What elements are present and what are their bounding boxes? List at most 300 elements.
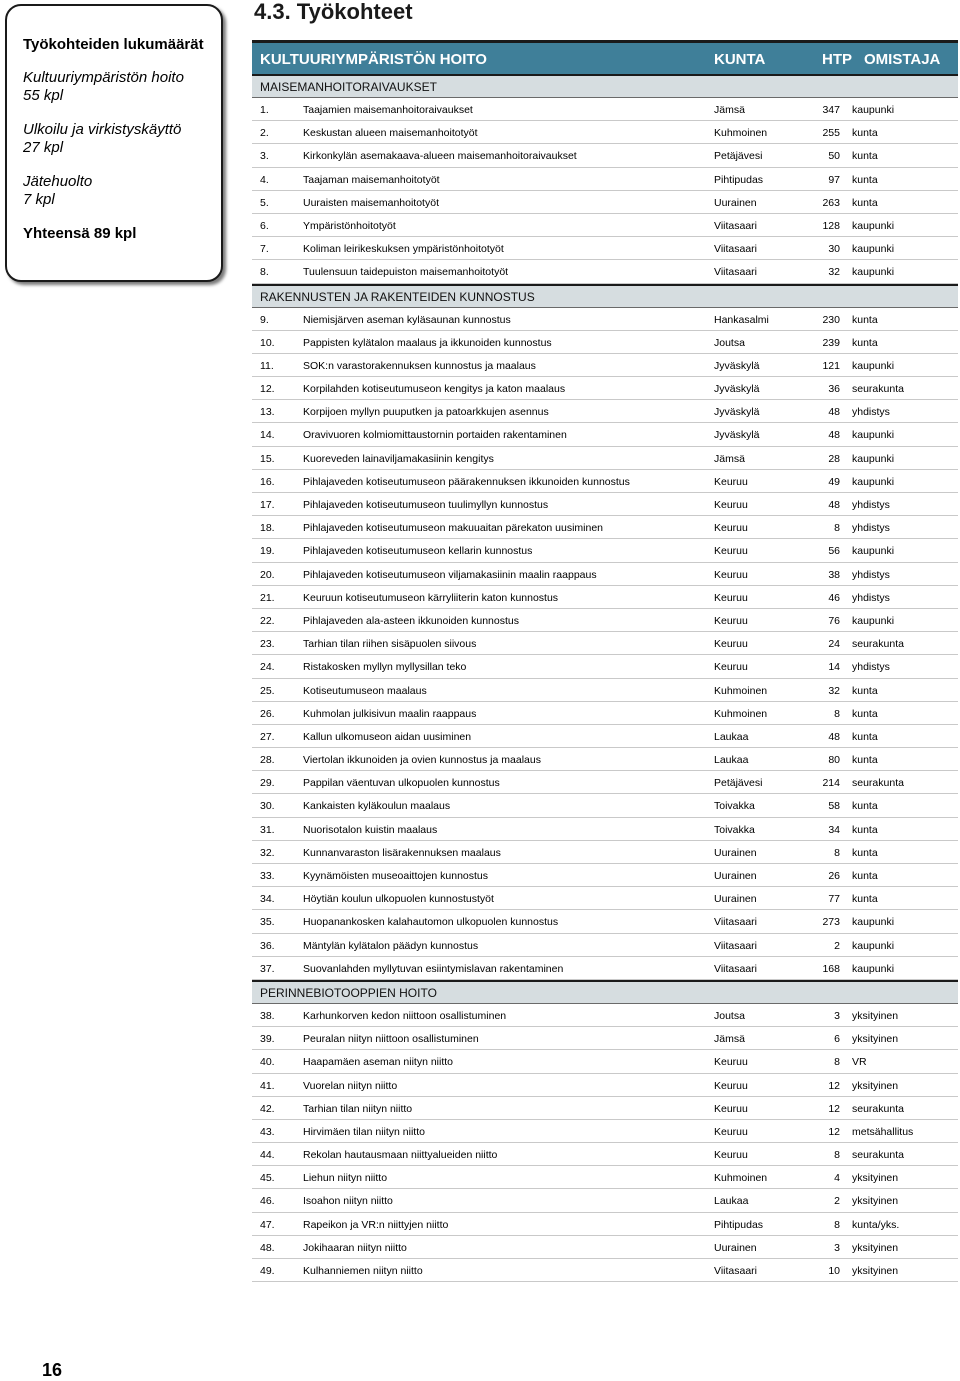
- owner: seurakunta: [852, 383, 904, 396]
- row-number: 4.: [260, 173, 269, 186]
- municipality: Jämsä: [714, 104, 745, 116]
- htp-value: 273: [822, 916, 840, 929]
- table-row: [252, 818, 958, 841]
- row-number: 41.: [260, 1079, 275, 1092]
- municipality: Kuhmoinen: [714, 127, 768, 140]
- owner: yhdistys: [852, 568, 890, 581]
- summary-category-count: 7 kpl: [23, 191, 55, 208]
- htp-value: 56: [828, 545, 840, 558]
- site-name: Taajamien maisemanhoitoraivaukset: [303, 104, 473, 116]
- site-name: Ympäristönhoitotyöt: [303, 219, 396, 232]
- summary-category: [23, 173, 221, 209]
- owner: kaupunki: [852, 475, 895, 488]
- owner: metsähallitus: [852, 1125, 914, 1138]
- owner: kunta: [852, 150, 878, 163]
- site-name: Pappilan väentuvan ulkopuolen kunnostus: [303, 777, 500, 790]
- owner: kunta: [852, 846, 878, 859]
- owner: yksityinen: [852, 1033, 899, 1046]
- site-name: Uuraisten maisemanhoitotyöt: [303, 196, 439, 209]
- municipality: Joutsa: [714, 336, 745, 349]
- owner: yksityinen: [852, 1172, 899, 1185]
- htp-value: 239: [822, 336, 840, 349]
- summary-category-label: Kultuuriympäristön hoito: [23, 69, 184, 86]
- site-name: Pihlajaveden ala-asteen ikkunoiden kunnostus: [303, 614, 519, 627]
- municipality: Jyväskylä: [714, 429, 760, 442]
- htp-value: 97: [828, 173, 840, 186]
- header-kunta: KUNTA: [714, 51, 766, 68]
- table-row: [252, 308, 958, 331]
- site-name: Nuorisotalon kuistin maalaus: [303, 823, 438, 836]
- owner: kunta: [852, 800, 878, 813]
- site-name: Pappisten kylätalon maalaus ja ikkunoiden kunnostus: [303, 336, 552, 349]
- municipality: Jyväskylä: [714, 406, 760, 419]
- row-number: 18.: [260, 522, 275, 535]
- row-number: 35.: [260, 916, 275, 929]
- owner: yksityinen: [852, 1265, 899, 1277]
- owner: kunta: [852, 684, 878, 697]
- municipality: Keuruu: [714, 1079, 748, 1092]
- row-number: 13.: [260, 406, 275, 419]
- row-number: 29.: [260, 777, 275, 790]
- site-name: Hirvimäen tilan niityn niitto: [303, 1125, 425, 1138]
- site-name: Pihlajaveden kotiseutumuseon tuulimyllyn kunnostus: [303, 499, 549, 511]
- municipality: Hankasalmi: [714, 313, 769, 326]
- municipality: Joutsa: [714, 1009, 745, 1022]
- htp-value: 12: [828, 1125, 840, 1138]
- owner: yhdistys: [852, 591, 890, 604]
- municipality: Keuruu: [714, 591, 748, 604]
- htp-value: 30: [828, 243, 840, 256]
- municipality: Viitasaari: [714, 939, 757, 952]
- htp-value: 2: [834, 939, 840, 952]
- owner: seurakunta: [852, 777, 904, 790]
- municipality: Keuruu: [714, 1149, 748, 1162]
- row-number: 17.: [260, 499, 275, 511]
- site-name: Korpilahden kotiseutumuseon kengitys ja katon maalaus: [303, 383, 566, 396]
- htp-value: 36: [828, 383, 840, 396]
- table-row: [252, 354, 958, 377]
- table-row: [252, 748, 958, 771]
- site-name: Viertolan ikkunoiden ja ovien kunnostus ja maalaus: [303, 754, 541, 767]
- table-row: [252, 539, 958, 562]
- htp-value: 38: [828, 568, 840, 581]
- owner: kaupunki: [852, 104, 895, 116]
- table-header: [252, 40, 958, 74]
- municipality: Jämsä: [714, 1033, 745, 1046]
- table-row: [252, 841, 958, 864]
- row-number: 48.: [260, 1241, 275, 1254]
- row-number: 49.: [260, 1265, 275, 1277]
- row-number: 27.: [260, 730, 275, 743]
- htp-value: 121: [822, 359, 840, 372]
- htp-value: 46: [828, 591, 840, 604]
- htp-value: 214: [822, 777, 840, 790]
- table-row: [252, 586, 958, 609]
- header-omistaja: OMISTAJA: [864, 51, 941, 68]
- site-name: Niemisjärven aseman kyläsaunan kunnostus: [303, 313, 511, 326]
- htp-value: 26: [828, 870, 840, 882]
- row-number: 3.: [260, 150, 269, 163]
- municipality: Uurainen: [714, 1241, 757, 1254]
- table-row: [252, 1213, 958, 1236]
- row-number: 20.: [260, 568, 275, 581]
- municipality: Laukaa: [714, 754, 749, 767]
- municipality: Laukaa: [714, 1195, 749, 1208]
- site-name: Korpijoen myllyn puuputken ja patoarkkujen asennus: [303, 406, 549, 419]
- site-name: Haapamäen aseman niityn niitto: [303, 1056, 454, 1069]
- table-row: [252, 1236, 958, 1259]
- table-row: [252, 98, 958, 121]
- htp-value: 263: [822, 196, 840, 209]
- row-number: 42.: [260, 1102, 275, 1115]
- site-name: Oravivuoren kolmiomittaustornin portaiden rakentaminen: [303, 429, 567, 442]
- table-row: [252, 121, 958, 144]
- section-header: PERINNEBIOTOOPPIEN HOITO: [252, 980, 958, 1004]
- table-row: [252, 632, 958, 655]
- site-name: Kirkonkylän asemakaava-alueen maisemanhoitoraivaukset: [303, 150, 577, 163]
- table-row: [252, 423, 958, 446]
- row-number: 22.: [260, 614, 275, 627]
- table-row: [252, 934, 958, 957]
- municipality: Petäjävesi: [714, 777, 763, 790]
- municipality: Viitasaari: [714, 916, 757, 929]
- table-row: [252, 1120, 958, 1143]
- summary-category-count: 55 kpl: [23, 87, 64, 104]
- owner: seurakunta: [852, 1102, 904, 1115]
- municipality: Keuruu: [714, 638, 748, 651]
- site-name: Huopanankosken kalahautomon ulkopuolen kunnostus: [303, 916, 559, 929]
- municipality: Keuruu: [714, 568, 748, 581]
- htp-value: 6: [834, 1033, 840, 1046]
- site-name: Kuoreveden lainaviljamakasiinin kengitys: [303, 452, 494, 465]
- table-row: [252, 1143, 958, 1166]
- site-name: Pihlajaveden kotiseutumuseon makuuaitan pärekaton uusiminen: [303, 522, 604, 535]
- row-number: 46.: [260, 1195, 275, 1208]
- htp-value: 128: [822, 219, 840, 232]
- owner: kaupunki: [852, 219, 895, 232]
- summary-category: [23, 121, 221, 157]
- site-name: Tuulensuun taidepuiston maisemanhoitotyöt: [303, 266, 509, 279]
- htp-value: 347: [822, 104, 840, 116]
- row-number: 45.: [260, 1172, 275, 1185]
- table-row: [252, 957, 958, 980]
- row-number: 36.: [260, 939, 275, 952]
- table-row: [252, 447, 958, 470]
- site-name: Kallun ulkomuseon aidan uusiminen: [303, 730, 472, 743]
- site-name: Pihlajaveden kotiseutumuseon viljamakasiinin maalin raappaus: [303, 568, 597, 581]
- owner: seurakunta: [852, 638, 904, 651]
- htp-value: 10: [828, 1265, 840, 1277]
- table-row: [252, 191, 958, 214]
- municipality: Keuruu: [714, 614, 748, 627]
- municipality: Viitasaari: [714, 266, 757, 279]
- municipality: Jyväskylä: [714, 359, 760, 372]
- owner: kunta: [852, 870, 878, 882]
- owner: kaupunki: [852, 545, 895, 558]
- row-number: 28.: [260, 754, 275, 767]
- table-row: [252, 1259, 958, 1282]
- site-name: Kotiseutumuseon maalaus: [303, 684, 427, 697]
- htp-value: 32: [828, 684, 840, 697]
- owner: kaupunki: [852, 939, 895, 952]
- htp-value: 168: [822, 962, 840, 975]
- table-row: [252, 563, 958, 586]
- table-row: [252, 1074, 958, 1097]
- municipality: Uurainen: [714, 196, 757, 209]
- municipality: Uurainen: [714, 846, 757, 859]
- owner: kunta: [852, 823, 878, 836]
- htp-value: 49: [828, 475, 840, 488]
- owner: yhdistys: [852, 499, 890, 511]
- owner: kaupunki: [852, 243, 895, 256]
- row-number: 16.: [260, 475, 275, 488]
- site-name: Kyynämöisten museoaittojen kunnostus: [303, 870, 489, 882]
- row-number: 37.: [260, 962, 275, 975]
- owner: kunta: [852, 127, 878, 140]
- table-row: [252, 470, 958, 493]
- site-name: Pihlajaveden kotiseutumuseon päärakennuksen ikkunoiden kunnostus: [303, 475, 630, 488]
- site-name: Pihlajaveden kotiseutumuseon kellarin kunnostus: [303, 545, 533, 558]
- owner: kaupunki: [852, 962, 895, 975]
- row-number: 11.: [260, 359, 274, 372]
- row-number: 23.: [260, 638, 275, 651]
- table-row: [252, 260, 958, 283]
- owner: kunta: [852, 336, 878, 349]
- summary-category-label: Ulkoilu ja virkistyskäyttö: [23, 121, 182, 138]
- section-header: RAKENNUSTEN JA RAKENTEIDEN KUNNOSTUS: [252, 284, 958, 308]
- site-name: Vuorelan niityn niitto: [303, 1079, 398, 1092]
- table-row: [252, 1004, 958, 1027]
- owner: kaupunki: [852, 429, 895, 442]
- site-name: Tarhian tilan niityn niitto: [303, 1102, 413, 1115]
- row-number: 39.: [260, 1033, 275, 1046]
- owner: kunta: [852, 313, 878, 326]
- row-number: 6.: [260, 219, 269, 232]
- owner: kunta: [852, 707, 878, 720]
- site-name: Höytiän koulun ulkopuolen kunnostustyöt: [303, 893, 494, 906]
- municipality: Viitasaari: [714, 1265, 757, 1277]
- table-row: [252, 887, 958, 910]
- site-name: SOK:n varastorakennuksen kunnostus ja maalaus: [303, 359, 536, 372]
- table-row: [252, 679, 958, 702]
- row-number: 25.: [260, 684, 275, 697]
- htp-value: 48: [828, 429, 840, 442]
- owner: yksityinen: [852, 1079, 899, 1092]
- htp-value: 34: [828, 823, 840, 836]
- site-name: Jokihaaran niityn niitto: [303, 1241, 407, 1254]
- summary-category-count: 27 kpl: [23, 139, 64, 156]
- work-sites-table: [252, 74, 958, 1282]
- table-row: [252, 1027, 958, 1050]
- table-row: [252, 331, 958, 354]
- owner: kaupunki: [852, 266, 895, 279]
- table-row: [252, 725, 958, 748]
- site-name: Mäntylän kylätalon päädyn kunnostus: [303, 939, 479, 952]
- htp-value: 8: [834, 1056, 840, 1069]
- municipality: Kuhmoinen: [714, 1172, 768, 1185]
- table-row: [252, 1097, 958, 1120]
- site-name: Ristakosken myllyn myllysillan teko: [303, 661, 467, 674]
- owner: yhdistys: [852, 522, 890, 535]
- municipality: Petäjävesi: [714, 150, 763, 163]
- site-name: Isoahon niityn niitto: [303, 1195, 393, 1208]
- table-row: [252, 910, 958, 933]
- row-number: 26.: [260, 707, 275, 720]
- owner: seurakunta: [852, 1149, 904, 1162]
- row-number: 14.: [260, 429, 275, 442]
- htp-value: 28: [828, 452, 840, 465]
- row-number: 32.: [260, 846, 275, 859]
- row-number: 1.: [260, 104, 269, 116]
- htp-value: 12: [828, 1079, 840, 1092]
- municipality: Keuruu: [714, 1125, 748, 1138]
- municipality: Viitasaari: [714, 243, 757, 256]
- municipality: Keuruu: [714, 1056, 748, 1069]
- header-title: KULTUURIYMPÄRISTÖN HOITO: [260, 51, 487, 68]
- table-row: [252, 1050, 958, 1073]
- htp-value: 48: [828, 406, 840, 419]
- owner: kunta: [852, 893, 878, 906]
- table-row: [252, 1166, 958, 1189]
- htp-value: 77: [828, 893, 840, 906]
- table-row: [252, 794, 958, 817]
- owner: kunta: [852, 173, 878, 186]
- municipality: Toivakka: [714, 800, 755, 813]
- table-row: [252, 655, 958, 678]
- htp-value: 3: [834, 1009, 840, 1022]
- municipality: Keuruu: [714, 661, 748, 674]
- row-number: 47.: [260, 1218, 275, 1231]
- htp-value: 255: [822, 127, 840, 140]
- summary-total: Yhteensä 89 kpl: [23, 225, 137, 242]
- owner: kaupunki: [852, 916, 895, 929]
- table-row: [252, 771, 958, 794]
- htp-value: 8: [834, 1218, 840, 1231]
- site-name: Keuruun kotiseutumuseon kärryliiterin katon kunnostus: [303, 591, 559, 604]
- site-name: Taajaman maisemanhoitotyöt: [303, 173, 440, 186]
- htp-value: 50: [828, 150, 840, 163]
- page-number: 16: [42, 1360, 63, 1380]
- site-name: Suovanlahden myllytuvan esiintymislavan rakentaminen: [303, 962, 564, 975]
- municipality: Toivakka: [714, 823, 755, 836]
- row-number: 34.: [260, 893, 275, 906]
- page-title: 4.3. Työkohteet: [254, 0, 413, 24]
- htp-value: 58: [828, 800, 840, 813]
- owner: kaupunki: [852, 614, 895, 627]
- site-name: Kuhmolan julkisivun maalin raappaus: [303, 707, 477, 720]
- row-number: 40.: [260, 1056, 275, 1069]
- owner: kunta: [852, 196, 878, 209]
- summary-category-label: Jätehuolto: [23, 173, 93, 190]
- htp-value: 2: [834, 1195, 840, 1208]
- municipality: Pihtipudas: [714, 173, 764, 186]
- site-name: Karhunkorven kedon niittoon osallistuminen: [303, 1009, 507, 1022]
- table-row: [252, 237, 958, 260]
- htp-value: 14: [828, 661, 840, 674]
- municipality: Keuruu: [714, 1102, 748, 1115]
- table-row: [252, 864, 958, 887]
- site-name: Kulhanniemen niityn niitto: [303, 1265, 423, 1277]
- owner: yhdistys: [852, 406, 890, 419]
- owner: kunta: [852, 730, 878, 743]
- htp-value: 8: [834, 846, 840, 859]
- site-name: Koliman leirikeskuksen ympäristönhoitotyöt: [303, 243, 504, 256]
- section-header: MAISEMANHOITORAIVAUKSET: [252, 74, 958, 98]
- table-row: [252, 168, 958, 191]
- municipality: Keuruu: [714, 545, 748, 558]
- table-row: [252, 493, 958, 516]
- municipality: Keuruu: [714, 522, 748, 535]
- row-number: 38.: [260, 1009, 275, 1022]
- site-name: Rekolan hautausmaan niittyalueiden niitto: [303, 1149, 498, 1162]
- owner: kunta/yks.: [852, 1218, 900, 1231]
- htp-value: 48: [828, 730, 840, 743]
- owner: kaupunki: [852, 359, 895, 372]
- municipality: Viitasaari: [714, 962, 757, 975]
- row-number: 31.: [260, 823, 275, 836]
- owner: kaupunki: [852, 452, 895, 465]
- owner: VR: [852, 1056, 867, 1069]
- table-row: [252, 609, 958, 632]
- municipality: Kuhmoinen: [714, 707, 768, 720]
- municipality: Uurainen: [714, 893, 757, 906]
- table-row: [252, 1189, 958, 1212]
- municipality: Keuruu: [714, 499, 748, 511]
- municipality: Kuhmoinen: [714, 684, 768, 697]
- municipality: Viitasaari: [714, 219, 757, 232]
- htp-value: 80: [828, 754, 840, 767]
- htp-value: 32: [828, 266, 840, 279]
- htp-value: 12: [828, 1102, 840, 1115]
- row-number: 21.: [260, 591, 275, 604]
- municipality: Jyväskylä: [714, 383, 760, 396]
- htp-value: 8: [834, 522, 840, 535]
- site-name: Kankaisten kyläkoulun maalaus: [303, 800, 451, 813]
- row-number: 43.: [260, 1125, 275, 1138]
- municipality: Uurainen: [714, 870, 757, 882]
- site-name: Peuralan niityn niittoon osallistuminen: [303, 1033, 479, 1046]
- site-name: Liehun niityn niitto: [303, 1172, 388, 1185]
- row-number: 19.: [260, 545, 275, 558]
- summary-box: [5, 4, 223, 282]
- summary-title: Työkohteiden lukumäärät: [23, 36, 204, 53]
- municipality: Jämsä: [714, 452, 745, 465]
- table-row: [252, 516, 958, 539]
- row-number: 8.: [260, 266, 269, 279]
- owner: kunta: [852, 754, 878, 767]
- htp-value: 230: [822, 313, 840, 326]
- htp-value: 24: [828, 638, 840, 651]
- row-number: 7.: [260, 243, 269, 256]
- summary-category: [23, 69, 221, 105]
- row-number: 30.: [260, 800, 275, 813]
- owner: yksityinen: [852, 1195, 899, 1208]
- row-number: 2.: [260, 127, 269, 140]
- municipality: Laukaa: [714, 730, 749, 743]
- row-number: 24.: [260, 661, 275, 674]
- owner: yksityinen: [852, 1009, 899, 1022]
- row-number: 10.: [260, 336, 275, 349]
- municipality: Keuruu: [714, 475, 748, 488]
- row-number: 12.: [260, 383, 275, 396]
- htp-value: 48: [828, 499, 840, 511]
- table-row: [252, 400, 958, 423]
- site-name: Rapeikon ja VR:n niittyjen niitto: [303, 1218, 449, 1231]
- row-number: 5.: [260, 196, 269, 209]
- table-row: [252, 702, 958, 725]
- site-name: Kunnanvaraston lisärakennuksen maalaus: [303, 846, 501, 859]
- htp-value: 76: [828, 614, 840, 627]
